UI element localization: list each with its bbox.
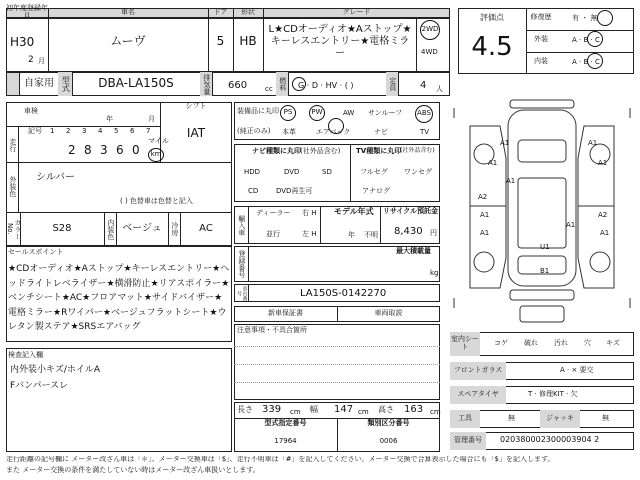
mileage-digit-2: 8	[84, 143, 92, 157]
inspection-year-unit: 年	[106, 115, 113, 123]
reg-month-unit: 月	[38, 57, 45, 65]
import-parallel: 並行	[266, 230, 280, 238]
equipment-sublabel: (純正のみ)	[237, 127, 271, 135]
seat-stain: 汚れ	[554, 339, 568, 347]
equip-airbag: エアバック	[316, 128, 351, 136]
glass-value: A · × 要交	[560, 366, 594, 374]
fuel-label: 燃料	[276, 72, 288, 96]
capacity-unit: 人	[436, 85, 443, 93]
mark-a1-5: A1	[506, 177, 516, 185]
body-shape: HB	[239, 34, 257, 49]
equip-ps: PS	[280, 105, 296, 121]
mileage-digit-5: 0	[132, 143, 140, 157]
max-load-label: 最大積載量	[396, 247, 431, 255]
drive-2wd-circled: 2WD	[420, 20, 440, 40]
width-value: 147	[334, 404, 354, 415]
door-label: ドア	[213, 8, 228, 17]
length-value: 339	[262, 404, 282, 415]
height-label: 高さ	[378, 405, 394, 414]
height-value: 163	[404, 404, 424, 415]
mark-a1-4: A1	[588, 139, 598, 147]
import-dealer: ディーラー	[256, 209, 291, 217]
mark-a1-7: A1	[480, 229, 490, 237]
capacity: 4	[420, 80, 427, 91]
mark-a1-2: A1	[488, 159, 498, 167]
car-name: ムーヴ	[110, 34, 146, 49]
repair-value: 有 ・ 無	[572, 14, 598, 22]
shift-label: シフト	[185, 102, 207, 111]
mileage-pos-4: 4	[98, 127, 103, 135]
mark-a2-2: A2	[598, 211, 608, 219]
mark-a1-3: A1	[598, 159, 608, 167]
class-no: 0006	[379, 437, 398, 445]
tv-oneseg: ワンセグ	[404, 168, 432, 176]
car-name-label: 車名	[121, 8, 135, 17]
width-unit: cm	[358, 408, 369, 416]
drive-4wd: 4WD	[421, 48, 438, 56]
recycle-unit: 円	[430, 229, 437, 237]
model-year-label: モデル年式	[334, 207, 374, 216]
color-change-note: ( ) 色替車は色替と記入	[120, 197, 193, 205]
width-label: 幅	[310, 405, 318, 414]
class-no-label: 類別区分番号	[367, 419, 410, 427]
navi-dvd: DVD	[284, 168, 300, 176]
mileage-pos-5: 5	[114, 127, 119, 135]
mark-a1-1: A1	[500, 139, 510, 147]
fuel-options: G · D · HV · ( )	[298, 81, 354, 90]
recycle-label: リサイクル預託金	[383, 207, 439, 215]
equip-airbag-circle	[328, 118, 344, 134]
chassis-number: LA150S-0142270	[300, 288, 387, 299]
navi-sd: SD	[322, 168, 332, 176]
repair-none-circle	[597, 10, 613, 26]
type-label: 型式	[58, 72, 72, 96]
equip-navi: ナビ	[374, 128, 388, 136]
mark-u1: U1	[540, 243, 550, 251]
model-code: DBA-LA150S	[98, 76, 174, 91]
reg-month: 2	[28, 55, 34, 65]
interior-color: ベージュ	[122, 223, 162, 235]
repair-label: 修復歴	[530, 13, 552, 21]
equip-sunroof: サンルーフ	[368, 109, 403, 117]
private-icon	[6, 72, 20, 96]
length-label: 長さ	[237, 405, 253, 414]
inspection-label: 車検	[24, 107, 38, 115]
jack-label: ジャッキ	[540, 410, 580, 428]
equipment-label: 装備品に丸印	[237, 107, 279, 115]
tv-analog: アナログ	[362, 187, 390, 195]
ac-label: 冷房	[170, 222, 179, 236]
interior-b-circle	[587, 53, 603, 69]
footer-line-1: 走行距離の記号欄に メーター改ざん車は「＊」、メーター交換車は「$」、走行不明車は「#」を記入してください。メーター交換で合算表示した場合にも「$」を記入します。	[6, 456, 555, 463]
seat-scratch: キズ	[606, 339, 620, 347]
mileage-pos-6: 6	[130, 127, 135, 135]
seat-tear: 破れ	[524, 339, 538, 347]
score-label: 評価点	[480, 13, 504, 22]
inspector-block	[6, 348, 232, 452]
notes-block	[234, 324, 440, 400]
color-no: S28	[52, 223, 72, 235]
footer-line-2: また メーター交換の条件を満たしていない時はメーター改ざん車扱いとします。	[6, 466, 260, 474]
notes-label: 注意事項・不具合箇所	[237, 326, 307, 334]
equip-aw: AW	[343, 109, 355, 117]
exterior-b-circle	[587, 31, 603, 47]
glass-label: フロントガラス	[450, 362, 506, 380]
interior-grade-label: 内装	[534, 57, 548, 65]
navi-cd: CD	[248, 187, 259, 195]
import-lh: 左 H	[302, 230, 317, 238]
mileage-digit-3: 3	[100, 143, 108, 157]
warranty-manual: 車両取説	[374, 309, 403, 318]
spare-label: スペアタイヤ	[450, 386, 506, 404]
tv-fullseg: フルセグ	[360, 168, 388, 176]
displacement-label: 排気量	[200, 72, 212, 96]
model-year-unit: 年	[348, 231, 355, 239]
exterior-grade-label: 外装	[534, 35, 548, 43]
spare-value: T · 修理KIT · 欠	[528, 390, 578, 398]
fuel-gas-circle	[292, 77, 306, 91]
tools-value: 無	[508, 414, 515, 422]
interior-grade: A · B · C	[572, 58, 600, 66]
equip-leather: 本革	[282, 128, 296, 136]
seat-hole: 穴	[584, 339, 591, 347]
type-no: 17964	[274, 437, 297, 445]
mark-a1-8: A1	[600, 229, 610, 237]
seat-label: 室内シート	[450, 332, 480, 356]
interior-color-label: 内装色	[106, 218, 115, 240]
navi-hdd: HDD	[244, 168, 261, 176]
score-value: 4.5	[471, 32, 513, 62]
mileage-pos-3: 3	[82, 127, 87, 135]
mark-a2-1: A2	[478, 193, 488, 201]
inspector-label: 検査記入欄	[8, 351, 43, 359]
mark-b1: B1	[540, 267, 550, 275]
mark-a1-9: A1	[566, 221, 576, 229]
mileage-symbol-label: 記号	[28, 127, 42, 135]
tv-sublabel: (社外品含む)	[400, 147, 435, 154]
chassis-label: 車台番号	[236, 285, 248, 301]
mileage-pos-7: 7	[146, 127, 151, 135]
reg-year: H30	[10, 35, 35, 49]
shift-type: IAT	[186, 126, 206, 141]
equip-tv: TV	[420, 128, 430, 136]
shape-label: 形状	[241, 8, 255, 17]
equip-pw: PW	[309, 105, 325, 121]
seat-burn: コゲ	[494, 339, 508, 347]
import-label: 輸入車	[237, 214, 246, 236]
exterior-color-label: 外装色	[8, 176, 17, 197]
private-use: 自家用	[24, 78, 54, 90]
mileage-label: 走行	[8, 138, 17, 152]
displacement: 660	[228, 80, 248, 91]
inspection-month-unit: 月	[148, 115, 155, 123]
km-unit-circled: km	[148, 148, 164, 162]
inspector-line-2: Fバンパースレ	[10, 381, 69, 391]
capacity-label: 定員	[386, 72, 398, 96]
navi-label: ナビ種類に丸印	[252, 147, 301, 155]
jack-value: 無	[602, 414, 609, 422]
type-no-label: 型式指定番号	[264, 419, 307, 427]
reg-date-label: 初年度登録年月	[6, 4, 48, 20]
color-no-label: カラーNo.	[6, 218, 22, 240]
mileage-pos-1: 1	[50, 127, 55, 135]
ac-value: AC	[199, 223, 213, 235]
max-load-unit: kg	[430, 269, 439, 277]
mileage-pos-2: 2	[66, 127, 71, 135]
displacement-unit: cc	[265, 85, 273, 93]
navi-sublabel: (社外品含む)	[300, 147, 341, 155]
exterior-color: シルバー	[36, 172, 76, 183]
tools-label: 工具	[450, 410, 480, 428]
grade-label: グレード	[342, 8, 371, 17]
warranty-book: 新車保証書	[268, 309, 303, 318]
sales-points-text: ★CDオーディオ★Aストップ★キーレスエントリー★ヘッドライトレベライザー★横滑防止★リアスポイラー★ベンチシート★AC★フロアマット★サイドバイザー★電格ミラー★Rワイパー★ベージュフラットシート★ウレタン製ステア★SRSエアバッグ	[8, 264, 230, 332]
model-year-unknown: 不明	[364, 231, 378, 239]
equip-abs: ABS	[415, 105, 433, 123]
exterior-grade: A · B · C	[572, 36, 600, 44]
import-rh: 右 H	[302, 209, 317, 217]
mileage-digit-1: 2	[68, 143, 76, 157]
mark-a1-6: A1	[480, 211, 490, 219]
inspector-line-1: 内外装小キズ/ホイルA	[10, 365, 101, 375]
reg-no-label: 登録番号	[237, 250, 246, 278]
mileage-digit-4: 6	[116, 143, 124, 157]
sales-points-label: セールスポイント	[8, 248, 64, 256]
mgmt-number: 020380002300003904 2	[500, 435, 600, 444]
tv-label: TV種類に丸印	[356, 147, 402, 155]
navi-dvd-play: DVD再生可	[276, 187, 313, 195]
miles-unit: マイル	[148, 137, 169, 145]
length-unit: cm	[290, 408, 301, 416]
door-count: 5	[216, 34, 225, 49]
grade-text: L★CDオーディオ★Aストップ★キーレスエントリー★電格ミラー	[268, 24, 412, 59]
height-unit: cm	[430, 408, 441, 416]
recycle-value: 8,430	[394, 226, 423, 237]
mgmt-label: 管理番号	[450, 432, 486, 450]
